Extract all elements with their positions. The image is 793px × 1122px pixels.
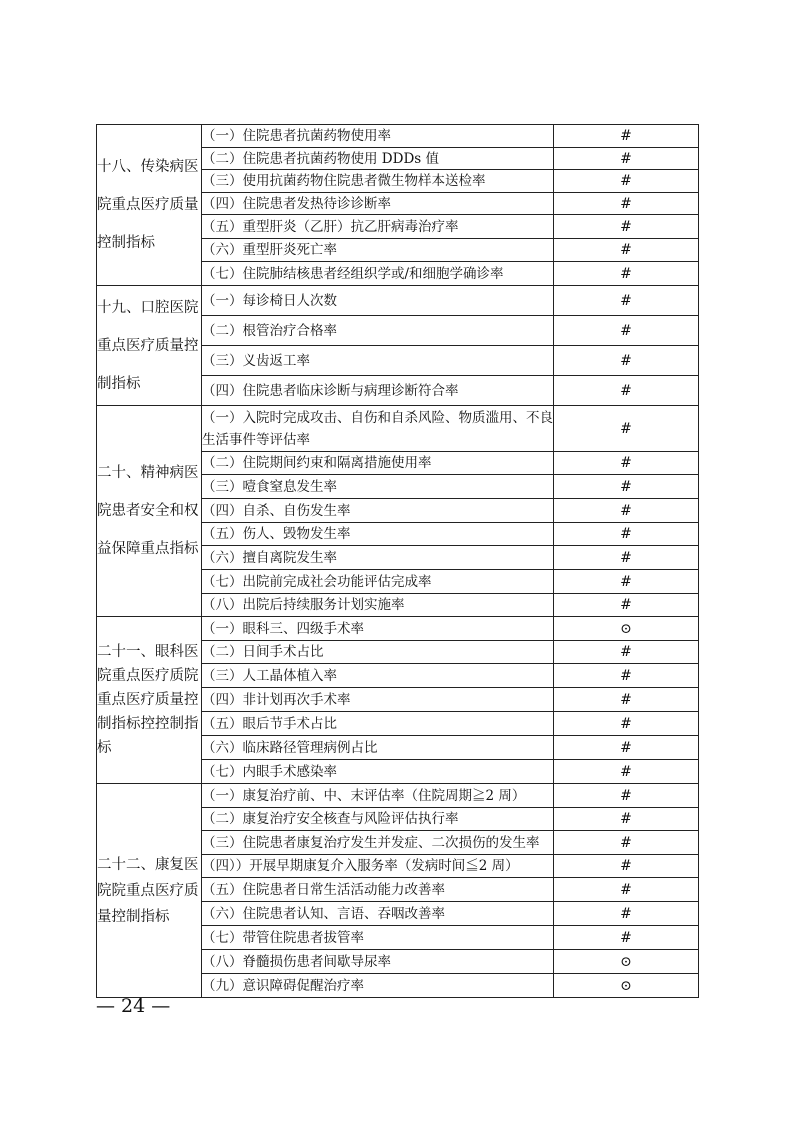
status-mark: # (554, 760, 699, 784)
indicator-label: （六）临床路径管理病例占比 (202, 736, 554, 760)
status-mark: # (554, 346, 699, 376)
indicator-label: （四）自杀、自伤发生率 (202, 499, 554, 523)
table-row (97, 617, 699, 641)
indicator-label: （一）入院时完成攻击、自伤和自杀风险、物质滥用、不良生活事件等评估率 (202, 406, 554, 452)
indicator-label: （一）康复治疗前、中、末评估率（住院周期≧2 周） (202, 784, 554, 808)
status-mark: # (554, 902, 699, 926)
status-mark: # (554, 546, 699, 570)
indicator-label: （六）重型肝炎死亡率 (202, 239, 554, 262)
indicator-label: （二）住院期间约束和隔离措施使用率 (202, 452, 554, 475)
status-mark: # (554, 316, 699, 346)
table-row (97, 784, 699, 808)
indicator-label: （三）住院患者康复治疗发生并发症、二次损伤的发生率 (202, 831, 554, 855)
category-cell: 十九、口腔医院重点医疗质量控制指标 (97, 286, 202, 406)
status-mark: # (554, 784, 699, 808)
indicator-label: （一）住院患者抗菌药物使用率 (202, 125, 554, 148)
indicator-label: （一）眼科三、四级手术率 (202, 617, 554, 641)
status-mark: # (554, 688, 699, 712)
indicator-label: （九）意识障碍促醒治疗率 (202, 974, 554, 998)
status-mark: # (554, 376, 699, 406)
status-mark: # (554, 262, 699, 286)
status-mark: # (554, 855, 699, 878)
indicator-label: （六）擅自离院发生率 (202, 546, 554, 570)
indicator-label: （二）康复治疗安全核查与风险评估执行率 (202, 808, 554, 831)
status-mark: # (554, 736, 699, 760)
indicator-label: （三）噎食窒息发生率 (202, 475, 554, 499)
indicator-label: （五）住院患者日常生活活动能力改善率 (202, 878, 554, 902)
category-cell: 十八、传染病医院重点医疗质量控制指标 (97, 125, 202, 286)
status-mark: # (554, 148, 699, 170)
table-row (97, 286, 699, 316)
status-mark: # (554, 475, 699, 499)
status-mark: # (554, 286, 699, 316)
indicator-label: （一）每诊椅日人次数 (202, 286, 554, 316)
status-mark: # (554, 831, 699, 855)
status-mark: # (554, 170, 699, 193)
status-mark: # (554, 808, 699, 831)
indicator-label: （二）住院患者抗菌药物使用 DDDs 值 (202, 148, 554, 170)
status-mark: # (554, 499, 699, 523)
indicator-label: （八）脊髓损伤患者间歇导尿率 (202, 950, 554, 974)
indicator-label: （七）内眼手术感染率 (202, 760, 554, 784)
indicator-label: （三）使用抗菌药物住院患者微生物样本送检率 (202, 170, 554, 193)
indicator-label: （五）重型肝炎（乙肝）抗乙肝病毒治疗率 (202, 215, 554, 239)
status-mark: # (554, 239, 699, 262)
status-mark: # (554, 664, 699, 688)
status-mark: # (554, 926, 699, 950)
page-number: — 24 — (96, 995, 171, 1017)
category-cell: 二十一、眼科医院重点医疗质院重点医疗质量控制指标控控制指标 (97, 617, 202, 784)
table-row (97, 125, 699, 148)
indicator-label: （三）人工晶体植入率 (202, 664, 554, 688)
indicator-label: （二）日间手术占比 (202, 641, 554, 664)
indicator-label: （七）出院前完成社会功能评估完成率 (202, 570, 554, 594)
status-mark: # (554, 878, 699, 902)
indicator-label: （四）非计划再次手术率 (202, 688, 554, 712)
status-mark: # (554, 523, 699, 546)
status-mark: # (554, 570, 699, 594)
status-mark: ⊙ (554, 950, 699, 974)
indicator-label: （四））开展早期康复介入服务率（发病时间≦2 周） (202, 855, 554, 878)
indicator-label: （八）出院后持续服务计划实施率 (202, 594, 554, 617)
indicator-label: （二）根管治疗合格率 (202, 316, 554, 346)
status-mark: # (554, 452, 699, 475)
status-mark: # (554, 712, 699, 736)
status-mark: # (554, 641, 699, 664)
indicator-label: （三）义齿返工率 (202, 346, 554, 376)
indicator-label: （四）住院患者发热待诊诊断率 (202, 193, 554, 215)
category-cell: 二十、精神病医院患者安全和权益保障重点指标 (97, 406, 202, 617)
indicator-table (96, 124, 699, 998)
indicator-label: （四）住院患者临床诊断与病理诊断符合率 (202, 376, 554, 406)
status-mark: # (554, 215, 699, 239)
status-mark: # (554, 125, 699, 148)
status-mark: # (554, 594, 699, 617)
status-mark: ⊙ (554, 974, 699, 998)
indicator-label: （五）眼后节手术占比 (202, 712, 554, 736)
indicator-label: （七）住院肺结核患者经组织学或/和细胞学确诊率 (202, 262, 554, 286)
table-row (97, 406, 699, 452)
indicator-label: （五）伤人、毁物发生率 (202, 523, 554, 546)
indicator-label: （六）住院患者认知、言语、吞咽改善率 (202, 902, 554, 926)
category-cell: 二十二、康复医院院重点医疗质量控制指标 (97, 784, 202, 998)
status-mark: # (554, 193, 699, 215)
indicator-label: （七）带管住院患者拔管率 (202, 926, 554, 950)
status-mark: # (554, 406, 699, 452)
status-mark: ⊙ (554, 617, 699, 641)
